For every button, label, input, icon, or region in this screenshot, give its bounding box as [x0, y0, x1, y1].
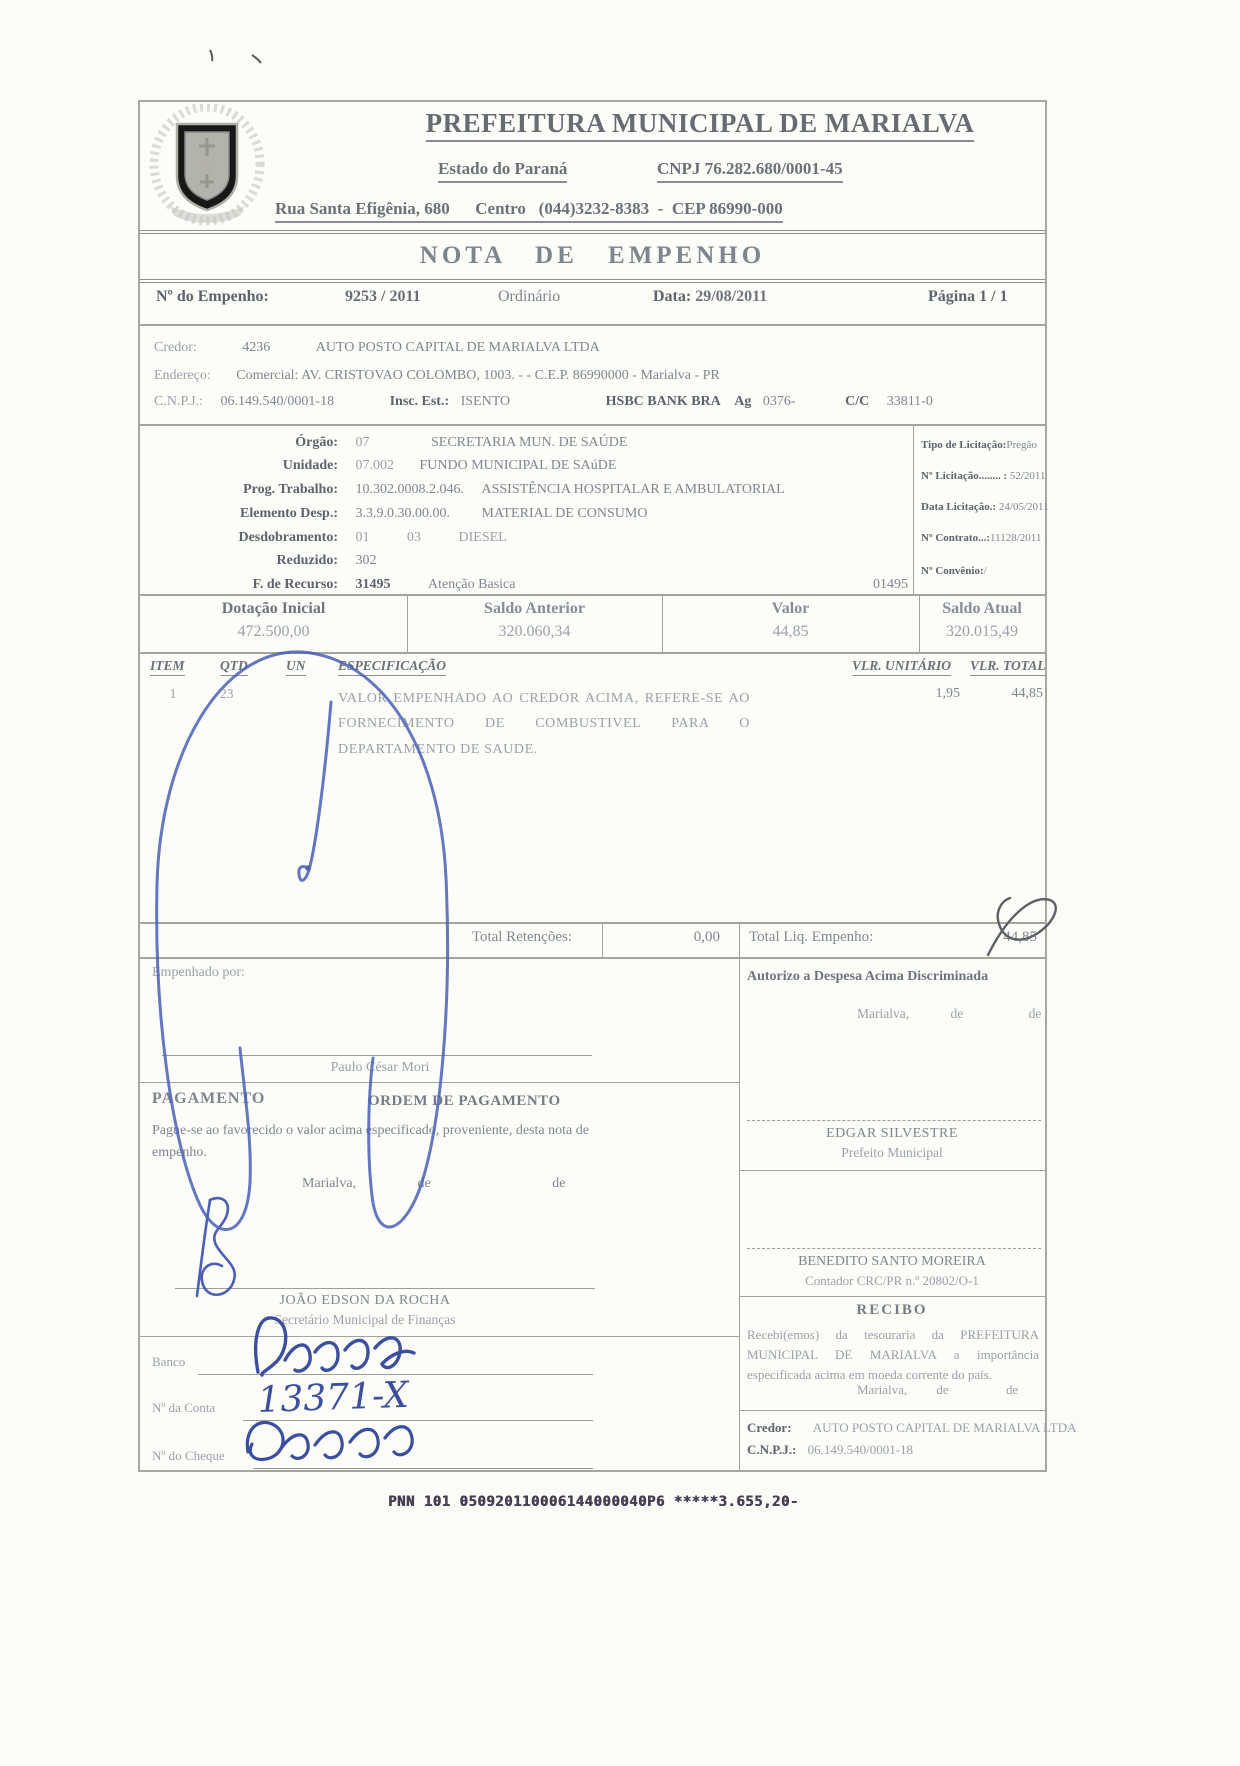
empenhado-signer-name: Paulo César Mori [330, 1060, 430, 1075]
recurso-desc: Atenção Basica [428, 577, 516, 592]
endereco-label: Endereço: [154, 368, 211, 383]
unidade-label: Unidade: [282, 458, 338, 473]
divider [140, 324, 1045, 326]
valor-value: 44,85 [772, 623, 809, 640]
orgao-label: Órgão: [295, 435, 338, 450]
page-label: Página [928, 288, 976, 305]
data-licitacao-value: 24/05/2011 [998, 501, 1049, 513]
dotacao-value: 472.500,00 [237, 623, 310, 640]
prog-trabalho-row [140, 482, 785, 498]
totals-divider [739, 922, 740, 957]
date-label: Data: [653, 288, 692, 305]
de-word: de [950, 1006, 964, 1021]
recurso-right-note: 01495 [873, 577, 908, 592]
city-name: Marialva, [302, 1176, 357, 1191]
orgao-row [140, 435, 627, 451]
cheque-label: Nº do Cheque [152, 1448, 225, 1463]
divider [140, 1082, 739, 1083]
prefeito-role: Prefeito Municipal [841, 1145, 943, 1160]
recurso-label: F. de Recurso: [252, 577, 338, 592]
item-description: VALOR EMPENHADO AO CREDOR ACIMA, REFERE-SE AO FORNECIMENTO DE COMBUSTIVEL PARA O DEPARTAMENTO DE SAUDE. [338, 691, 750, 757]
de-word: de [417, 1176, 431, 1191]
header-block [365, 108, 1035, 139]
divider [140, 922, 1045, 924]
autorizo-title: Autorizo a Despesa Acima Discriminada [747, 969, 989, 984]
dotacao-header: Dotação Inicial [221, 600, 326, 617]
empenho-page [928, 288, 1008, 306]
conta-handwriting-value: 13371-X [256, 1374, 410, 1421]
tipo-licitacao [921, 439, 1037, 451]
divider [140, 1336, 739, 1337]
convenio [921, 565, 987, 577]
num-licitacao-value: 52/2011 [1009, 470, 1046, 482]
reduzido-code: 302 [355, 553, 377, 568]
num-licitacao [921, 470, 1046, 482]
divider [739, 1296, 1045, 1297]
desdobramento-code: 01 [355, 530, 370, 545]
ordem-pagamento-title: ORDEM DE PAGAMENTO [368, 1093, 561, 1109]
data-licitacao [921, 501, 1049, 513]
saldo-atual-header: Saldo Atual [942, 600, 1022, 617]
agency-value: 0376- [762, 394, 796, 409]
autorizo-city-line [857, 1006, 1041, 1022]
agency-label: Ag [734, 394, 752, 409]
contrato-label: Nº Contrato...: [921, 532, 991, 544]
de-word: de [1028, 1006, 1042, 1021]
cnpj-value: 06.149.540/0001-18 [220, 394, 335, 409]
de-word: de [552, 1176, 566, 1191]
data-licitacao-label: Data Licitação.: [921, 501, 997, 513]
city-name: Marialva, [857, 1382, 908, 1397]
divider [140, 652, 1045, 654]
recibo-cnpj-row [747, 1442, 913, 1458]
total-liq-value: 44,85 [1003, 929, 1037, 945]
banco-line [198, 1374, 593, 1375]
elemento-desc: MATERIAL DE CONSUMO [481, 506, 648, 521]
convenio-value: / [983, 565, 987, 577]
insc-value: ISENTO [460, 394, 511, 409]
account-label: C/C [845, 394, 870, 409]
vlr-unitario-col-header: VLR. UNITÁRIO [852, 658, 951, 676]
divider [739, 1410, 1045, 1411]
stray-pen-marks [210, 50, 261, 63]
elemento-label: Elemento Desp.: [240, 506, 338, 521]
num-licitacao-label: Nº Licitação........ : [921, 470, 1008, 482]
item-col-header: ITEM [150, 658, 185, 676]
coat-of-arms-icon [148, 104, 266, 226]
doc-title: NOTA DE EMPENHO [419, 242, 766, 269]
item-qty: 23 [220, 686, 234, 701]
recibo-title: RECIBO [856, 1302, 928, 1318]
credor-name: AUTO POSTO CAPITAL DE MARIALVA LTDA [315, 340, 600, 355]
recibo-cnpj-label: C.N.P.J.: [747, 1442, 797, 1457]
tipo-label: Tipo de Licitação: [921, 439, 1007, 451]
vlr-total-col-header: VLR. TOTAL [970, 658, 1046, 676]
finance-secretary-name: JOÃO EDSON DA ROCHA [279, 1293, 451, 1308]
saldo-atual-value: 320.015,49 [946, 623, 1018, 640]
conta-line [243, 1420, 593, 1421]
contador-role: Contador CRC/PR n.º 20802/O-1 [805, 1273, 979, 1288]
item-number: 1 [169, 686, 177, 701]
empenho-number-label: Nº do Empenho: [156, 288, 269, 305]
page-value: 1 / 1 [979, 288, 1008, 305]
recurso-row [140, 577, 515, 593]
empenhado-por-label: Empenhado por: [152, 965, 245, 980]
reduzido-label: Reduzido: [276, 553, 338, 568]
unidade-code: 07.002 [355, 458, 394, 473]
document-frame [138, 100, 1077, 1472]
cnpj-row [154, 394, 933, 410]
credor-code: 4236 [242, 340, 271, 355]
contrato-value: 11128/2011 [990, 532, 1042, 544]
header-address-line: Rua Santa Efigênia, 680 Centro (044)3232-8383 - CEP 86990-000 [275, 199, 783, 223]
especificacao-col-header: ESPECIFICAÇÃO [338, 658, 446, 676]
prog-desc: ASSISTÊNCIA HOSPITALAR E AMBULATORIAL [481, 482, 785, 497]
elemento-code: 3.3.9.0.30.00.00. [355, 506, 450, 521]
conta-label: Nº da Conta [152, 1400, 216, 1415]
recibo-credor-value: AUTO POSTO CAPITAL DE MARIALVA LTDA [812, 1420, 1077, 1435]
desdobramento-desc: DIESEL [458, 530, 507, 545]
unidade-row [140, 458, 616, 474]
contador-name: BENEDITO SANTO MOREIRA [798, 1254, 986, 1269]
orgao-code: 07 [355, 435, 370, 450]
valor-header: Valor [771, 600, 810, 617]
tipo-value: Pregão [1006, 439, 1037, 451]
prefeitura-title: PREFEITURA MUNICIPAL DE MARIALVA [426, 108, 975, 142]
prog-label: Prog. Trabalho: [243, 482, 338, 497]
divider [739, 1170, 1045, 1171]
orgao-divider [913, 424, 914, 594]
credor-row [154, 340, 600, 356]
cheque-line [253, 1468, 593, 1469]
convenio-label: Nº Convênio: [921, 565, 984, 577]
signature-line [162, 1055, 592, 1056]
reduzido-row [140, 553, 377, 569]
saldo-anterior-value: 320.060,34 [498, 623, 571, 640]
de-word: de [936, 1382, 949, 1397]
recurso-code: 31495 [355, 577, 391, 592]
endereco-row [154, 368, 720, 384]
signature-line [175, 1288, 595, 1289]
totals-divider [602, 922, 603, 957]
bottom-divider [739, 957, 740, 1470]
city-name: Marialva, [857, 1006, 910, 1021]
credor-label: Credor: [154, 340, 197, 355]
insc-label: Insc. Est.: [389, 394, 450, 409]
doc-title-band [140, 230, 1045, 283]
contrato [921, 532, 1041, 544]
pagamento-title: PAGAMENTO [152, 1090, 266, 1107]
municipal-coat-of-arms-logo [148, 104, 266, 226]
saldo-anterior-header: Saldo Anterior [484, 600, 585, 617]
recibo-credor-row [747, 1420, 1076, 1436]
unidade-desc: FUNDO MUNICIPAL DE SAúDE [419, 458, 617, 473]
de-word: de [1005, 1382, 1019, 1397]
date-value: 29/08/2011 [695, 288, 768, 305]
prefeito-signature-line [747, 1120, 1041, 1121]
un-col-header: UN [286, 658, 306, 676]
total-retencoes-value: 0,00 [693, 929, 720, 945]
total-retencoes-label: Total Retenções: [471, 929, 572, 945]
recibo-city-line [857, 1382, 1018, 1398]
item-unit-price: 1,95 [935, 686, 960, 701]
contador-signature-line [747, 1248, 1041, 1249]
prefeito-name: EDGAR SILVESTRE [826, 1126, 958, 1141]
desdobramento-code2: 03 [407, 530, 421, 545]
header-state-line: Estado do Paraná [438, 159, 567, 183]
pagamento-body: Pague-se ao favorecido o valor acima especificado, proveniente, desta nota de empenho. [152, 1123, 589, 1161]
recibo-body: Recebi(emos) da tesouraria da PREFEITURA MUNICIPAL DE MARIALVA a importância especificada acima em moeda corrente do país. [747, 1327, 1039, 1383]
divider [140, 594, 1045, 596]
prog-code: 10.302.0008.2.046. [355, 482, 464, 497]
cnpj-label: C.N.P.J.: [154, 394, 204, 409]
desdobramento-row [140, 530, 507, 546]
divider [140, 424, 1045, 426]
total-liq-label: Total Liq. Empenho: [749, 929, 874, 945]
empenho-modality: Ordinário [498, 288, 561, 305]
header-cnpj-line: CNPJ 76.282.680/0001-45 [657, 159, 843, 183]
footer-print-code: PNN 101 050920110006144000040P6 *****3.655,20- [388, 1494, 799, 1510]
bank-name: HSBC BANK BRA [605, 394, 721, 409]
empenho-number-value: 9253 / 2011 [345, 288, 421, 305]
orgao-desc: SECRETARIA MUN. DE SAÚDE [431, 435, 628, 450]
empenho-date [653, 288, 767, 306]
item-total-price: 44,85 [1011, 686, 1043, 701]
finance-secretary-role: Secretário Municipal de Finanças [274, 1312, 456, 1327]
banco-label: Banco [152, 1354, 186, 1369]
recibo-cnpj-value: 06.149.540/0001-18 [807, 1442, 914, 1457]
recibo-credor-label: Credor: [747, 1420, 792, 1435]
desdobramento-label: Desdobramento: [238, 530, 338, 545]
elemento-row [140, 506, 647, 522]
pagamento-city-line [302, 1176, 565, 1192]
endereco-value: Comercial: AV. CRISTOVAO COLOMBO, 1003. - - C.E.P. 86990000 - Marialva - PR [236, 368, 720, 383]
divider [140, 957, 1045, 959]
qtd-col-header: QTD [220, 658, 248, 676]
account-value: 33811-0 [886, 394, 933, 409]
